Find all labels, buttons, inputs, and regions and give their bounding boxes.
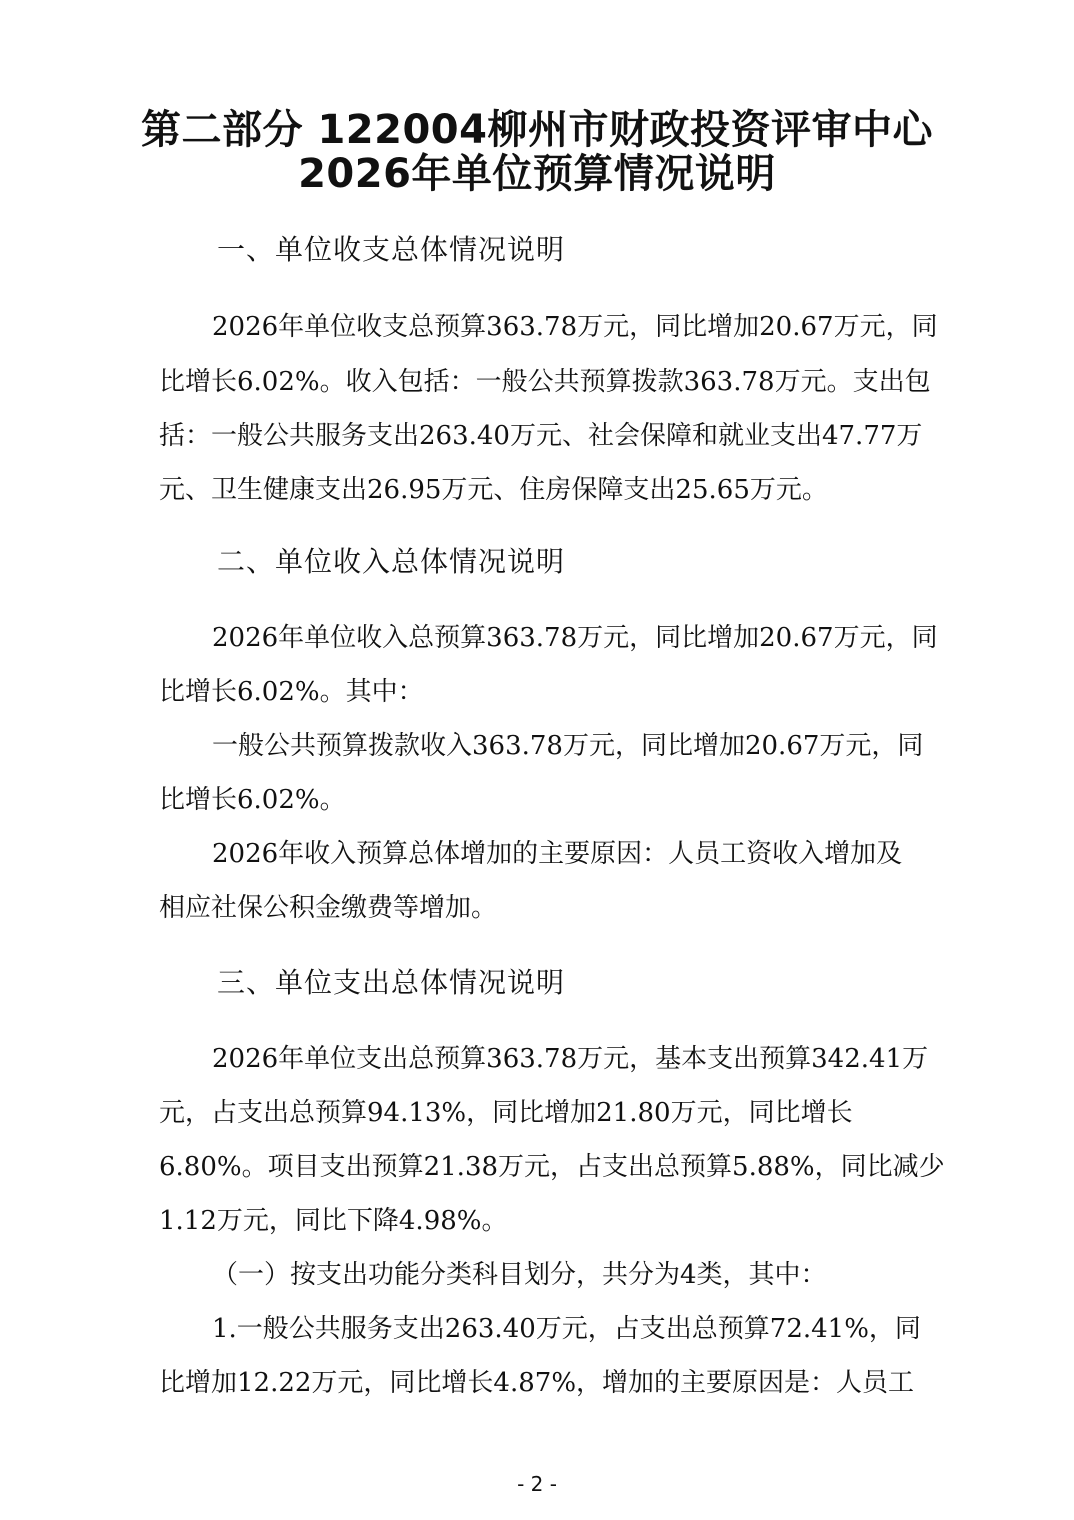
paragraph-line: 1.一般公共服务支出263.40万元，占支出总预算72.41%，同 <box>212 1314 921 1344</box>
paragraph-line: 元，占支出总预算94.13%，同比增加21.80万元，同比增长 <box>159 1098 853 1128</box>
paragraph-line: 比增加12.22万元，同比增长4.87%，增加的主要原因是：人员工 <box>159 1368 915 1398</box>
paragraph-line: 比增长6.02%。 <box>159 785 346 815</box>
paragraph-line: 2026年单位收入总预算363.78万元，同比增加20.67万元，同 <box>212 623 938 653</box>
section-heading-2: 二、单位收入总体情况说明 <box>217 545 566 578</box>
paragraph-line: 相应社保公积金缴费等增加。 <box>159 893 498 923</box>
paragraph-line: （一）按支出功能分类科目划分，共分为4类，其中： <box>212 1260 827 1290</box>
paragraph-line: 一般公共预算拨款收入363.78万元，同比增加20.67万元，同 <box>212 731 924 761</box>
paragraph-line: 比增长6.02%。其中： <box>159 677 424 707</box>
paragraph-line: 括：一般公共服务支出263.40万元、社会保障和就业支出47.77万 <box>159 421 923 451</box>
section-heading-1: 一、单位收支总体情况说明 <box>217 233 566 266</box>
paragraph-line: 2026年单位收支总预算363.78万元，同比增加20.67万元，同 <box>212 312 938 342</box>
paragraph-line: 比增长6.02%。收入包括：一般公共预算拨款363.78万元。支出包 <box>159 367 931 397</box>
document-title-line-1: 第二部分 122004柳州市财政投资评审中心 <box>141 107 933 153</box>
page-number: - 2 - <box>517 1472 557 1496</box>
paragraph-line: 1.12万元，同比下降4.98%。 <box>159 1206 508 1236</box>
paragraph-line: 2026年单位支出总预算363.78万元，基本支出预算342.41万 <box>212 1044 929 1074</box>
paragraph-line: 6.80%。项目支出预算21.38万元，占支出总预算5.88%，同比减少 <box>159 1152 945 1182</box>
paragraph-line: 元、卫生健康支出26.95万元、住房保障支出25.65万元。 <box>159 475 828 505</box>
document-title-line-2: 2026年单位预算情况说明 <box>298 151 776 197</box>
paragraph-line: 2026年收入预算总体增加的主要原因：人员工资收入增加及 <box>212 839 903 869</box>
section-heading-3: 三、单位支出总体情况说明 <box>217 966 566 999</box>
